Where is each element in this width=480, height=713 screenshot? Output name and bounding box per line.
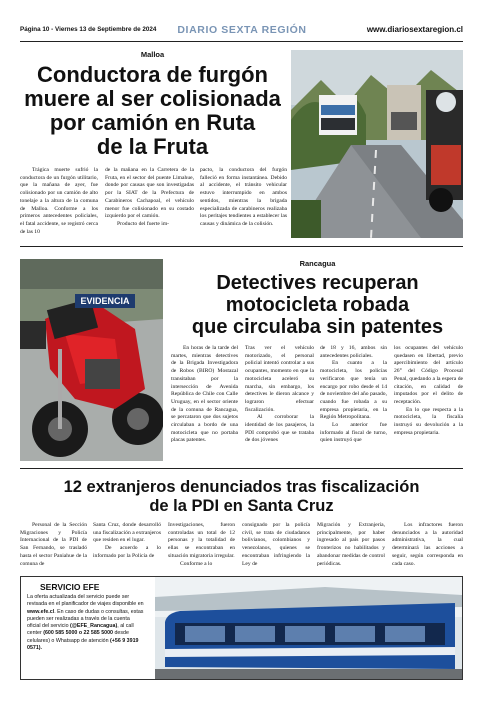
paragraph: Al corroborar la identidad de los pasajeros, la PDI comprobó que se trataba de dos jóvenes — [245, 414, 314, 444]
evidence-sign-text: EVIDENCIA — [80, 296, 130, 306]
story3-column-1: Personal de la Sección Migraciones y Policía Internacional de la PDI de San Fernando, se trasladó hasta el sector Paniahue de la comuna de — [20, 522, 87, 567]
page-header — [20, 24, 463, 40]
section-rule — [20, 246, 463, 247]
paragraph: Lo anterior fue informado al fiscal de turno, quien instruyó que — [320, 422, 387, 444]
story2-headline — [172, 272, 463, 338]
story2-column-3 — [320, 345, 387, 445]
train-photo — [155, 577, 462, 679]
story1-headline-line: muere al ser colisionada — [24, 86, 281, 111]
paragraph: de la mañana en la Carretera de la Fruta, en el sector del puente Limahue, donde por causas que son investigadas por la SIAT de la Prefectura de Carabineros Cachapoal, el vehículo menor fue colisionado en su costado izquierdo por el camión. — [105, 167, 194, 220]
story2-kicker: Rancagua — [299, 259, 336, 268]
paragraph: Tras ver el vehículo motorizado, el personal policial intentó controlar a sus ocupantes, momento en que la motocicleta aceleró su marcha, sin embargo, los detectives le dieron alcance y lograron efectuar fiscalización. — [245, 345, 314, 413]
paragraph: En cuanto a la motocicleta, los policías verificaron que tenía un encargo por robo desde el 14 de noviembre del año pasado, cuando fue robada a su empresa propietaria, en la Región Metropolitana. — [320, 360, 387, 421]
efe-handle: (@EFE_Rancagua) — [69, 623, 118, 630]
story2-headline-line: motocicleta robada — [225, 294, 410, 316]
story3-column-6: Los infractores fueron denunciados a la autoridad administrativa, la cual determinará las acciones a seguir, según corresponda en cada caso. — [392, 522, 463, 567]
story3-headline — [20, 478, 463, 516]
paragraph: Investigaciones, fueron controladas un total de 12 personas y la totalidad de ellas se encontraban en situación migratoria irregular. — [168, 522, 235, 559]
story1-column-1: Trágica muerte sufrió la conductora de un furgón utilitario, que la mañana de ayer, fue colisionado por un camión de alto tonelaje a la altura de la comuna de Malloa. Conforme a los primeros antecedentes policiales, el fatal accidente, se registró cerca de las 10 — [20, 167, 98, 235]
paragraph: En lo que respecta a la motocicleta, la fiscalía instruyó su devolución a la empresa propietaria. — [394, 406, 463, 436]
story2-headline-line: que circulaba sin patentes — [191, 316, 444, 338]
efe-box-title: SERVICIO EFE — [40, 582, 100, 592]
story3-column-3 — [168, 522, 235, 568]
paragraph: los ocupantes del vehículo quedasen en libertad, previo apercibimiento del artículo 26° del Código Procesal Penal, quedando a la espera de citación, en calidad de imputados por el delito de receptación. — [394, 345, 463, 405]
efe-whatsapp: (+56 9 3919 0571). — [27, 637, 139, 652]
story1-headline-line: Conductora de furgón — [37, 62, 268, 87]
efe-box-text: La oferta actualizada del servicio puede ser revisada en el planificador de viajes disponible en www.efe.cl. En caso de dudas o consultas, estas pueden ser realizadas a través de la cuenta oficial del servicio (@EFE_Rancagua), al call center (600 585 5000 o 22 585 5000 desde celulares) o Whatsapp de atención (+56 9 3919 0571). — [27, 594, 144, 652]
story2-column-2 — [245, 345, 314, 445]
website-link[interactable]: www.diariosextaregion.cl — [366, 25, 463, 34]
story1-headline-line: de la Fruta — [96, 134, 209, 159]
section-rule — [20, 468, 463, 469]
story1-column-2 — [105, 167, 194, 229]
story1-kicker: Malloa — [140, 50, 165, 59]
story1-column-3: pacto, la conductora del furgón falleció en forma instantánea. Debido al accidente, el tránsito vehicular estuvo interrumpido en ambos sentidos, mientras la brigada especializada de carabineros realizaba los peritajes tendientes a establecer las causas y dinámica de la colisión. — [200, 167, 287, 227]
story2-column-4 — [394, 345, 463, 437]
paragraph: Producto del fuerte im- — [117, 220, 170, 227]
story3-column-4: consignado por la policía civil, se trata de ciudadanos bolivianos, colombianos y venezolanos, quienes se encontraban infringiendo la Ley de — [242, 522, 310, 567]
story2-column-1: En horas de la tarde del martes, mientras detectives de la Brigada Investigadora de Robos (BIRO) Mostazal transitaban por la intersección de Avenida República de Chile con Calle Uruguay, en el sector oriente de la comuna de Rancagua, se percataron que dos sujetos circulaban a bordo de una motocicleta que no portaba placas patentes. — [171, 345, 238, 444]
paragraph: Santa Cruz, donde desarrolló una fiscalización a extranjeros que residen en el lugar. — [93, 522, 161, 544]
story3-column-2 — [93, 522, 161, 561]
truck-crash-photo — [291, 50, 463, 238]
story3-headline-line: 12 extranjeros denunciados tras fiscalización — [63, 478, 420, 496]
paper-name: DIARIO SEXTA REGIÓN — [177, 24, 307, 36]
story1-headline-line: por camión en Ruta — [49, 110, 256, 135]
page-date: Página 10 - Viernes 13 de Septiembre de 2024 — [20, 26, 157, 33]
story2-headline-line: Detectives recuperan — [216, 272, 419, 294]
story1-headline — [20, 63, 285, 159]
story3-headline-line: de la PDI en Santa Cruz — [149, 497, 334, 515]
paragraph: De acuerdo a lo informado por la Policía de — [93, 545, 161, 559]
paragraph: de 18 y 16, ambos sin antecedentes policiales. — [320, 345, 387, 359]
efe-phones: (600 585 5000 o 22 585 5000 — [43, 630, 114, 637]
motorcycle-photo — [20, 259, 163, 461]
efe-site-link[interactable]: www.efe.cl — [27, 608, 55, 615]
header-rule — [20, 41, 463, 42]
story3-column-5: Migración y Extranjería, principalmente, por haber ingresado al país por pasos fronterizos no habilitados y abandonar medidas de control periódicas. — [317, 522, 385, 567]
paragraph: Conforme a lo — [180, 560, 213, 567]
